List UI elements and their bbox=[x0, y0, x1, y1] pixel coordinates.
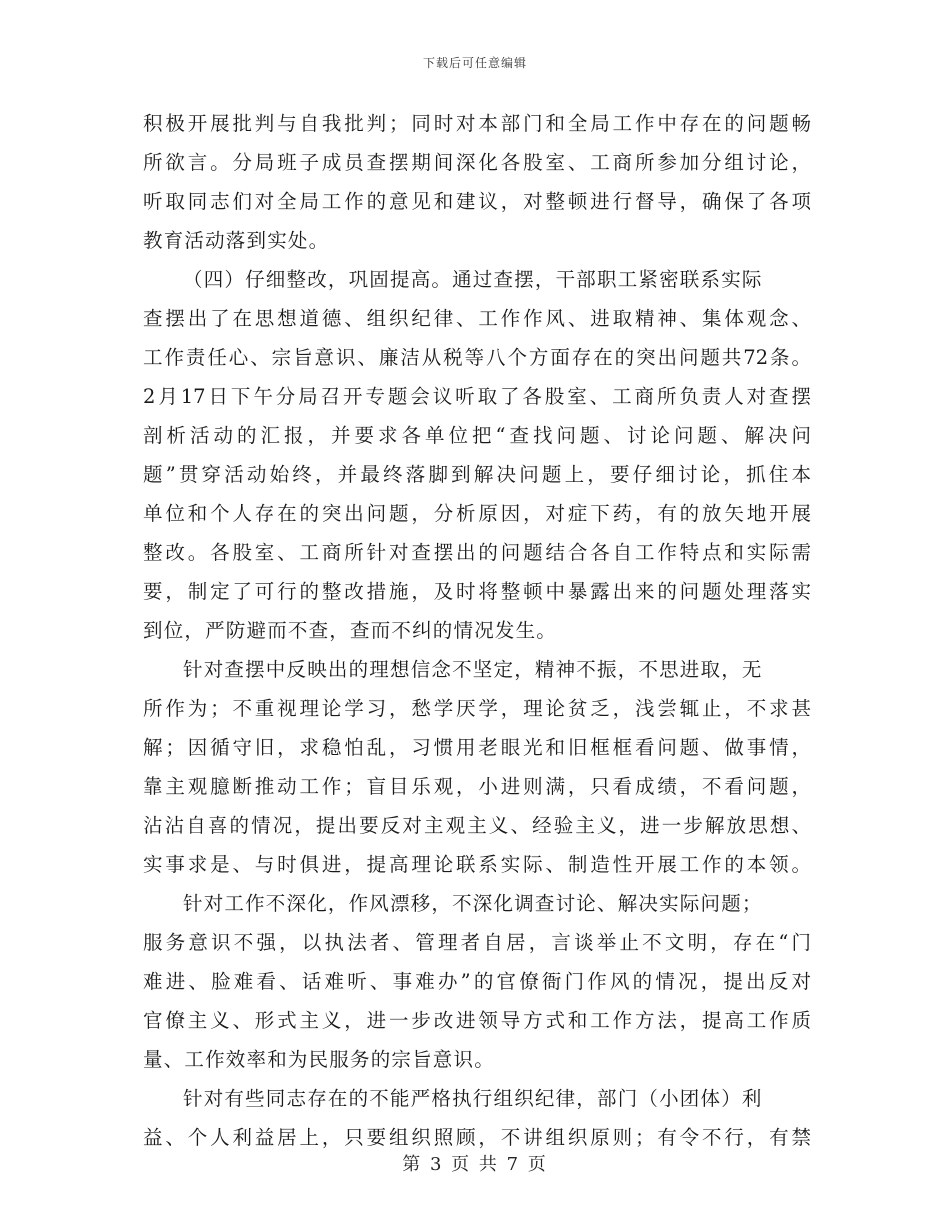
body-line: 益、个人利益居上，只要组织照顾，不讲组织原则；有令不行，有禁 bbox=[143, 1126, 811, 1149]
paragraph-start-line: 针对有些同志存在的不能严格执行组织纪律，部门（小团体）利 bbox=[183, 1087, 763, 1110]
body-line: 剖析活动的汇报，并要求各单位把“查找问题、讨论问题、解决问 bbox=[143, 424, 811, 447]
body-line: 到位，严防避而不查，查而不纠的情况发生。 bbox=[143, 619, 558, 642]
body-line: 量、工作效率和为民服务的宗旨意识。 bbox=[143, 1048, 495, 1071]
body-line: 2月17日下午分局召开专题会议听取了各股室、工商所负责人对查摆 bbox=[143, 385, 811, 408]
body-line: 题”贯穿活动始终，并最终落脚到解决问题上，要仔细讨论，抓住本 bbox=[143, 463, 811, 486]
body-line: 听取同志们对全局工作的意见和建议，对整顿进行督导，确保了各项 bbox=[143, 190, 811, 213]
body-line: 工作责任心、宗旨意识、廉洁从税等八个方面存在的突出问题共72条。 bbox=[143, 346, 811, 369]
body-line: 靠主观臆断推动工作；盲目乐观，小进则满，只看成绩，不看问题， bbox=[143, 775, 811, 798]
body-line: 教育活动落到实处。 bbox=[143, 229, 330, 252]
body-line: 服务意识不强，以执法者、管理者自居，言谈举止不文明，存在“门 bbox=[143, 931, 811, 954]
paragraph-start-line: 针对工作不深化，作风漂移，不深化调查讨论、解决实际问题； bbox=[183, 892, 763, 915]
paragraph-start-line: （四）仔细整改，巩固提高。通过查摆，干部职工紧密联系实际 bbox=[183, 268, 763, 291]
body-line: 所作为；不重视理论学习，愁学厌学，理论贫乏，浅尝辄止，不求甚 bbox=[143, 697, 811, 720]
body-line: 实事求是、与时俱进，提高理论联系实际、制造性开展工作的本领。 bbox=[143, 853, 811, 876]
body-line: 沾沾自喜的情况，提出要反对主观主义、经验主义，进一步解放思想、 bbox=[143, 814, 811, 837]
document-body bbox=[143, 104, 811, 1157]
body-line: 要，制定了可行的整改措施，及时将整顿中暴露出来的问题处理落实 bbox=[143, 580, 811, 603]
body-line: 整改。各股室、工商所针对查摆出的问题结合各自工作特点和实际需 bbox=[143, 541, 811, 564]
body-line: 单位和个人存在的突出问题，分析原因，对症下药，有的放矢地开展 bbox=[143, 502, 811, 525]
body-line: 难进、脸难看、话难听、事难办”的官僚衙门作风的情况，提出反对 bbox=[143, 970, 811, 993]
paragraph-start-line: 针对查摆中反映出的理想信念不坚定，精神不振，不思进取，无 bbox=[183, 658, 763, 681]
page-number: 第 3 页 共 7 页 bbox=[402, 1154, 548, 1175]
body-line: 所欲言。分局班子成员查摆期间深化各股室、工商所参加分组讨论， bbox=[143, 151, 811, 174]
page-header: 下载后可任意编辑 bbox=[422, 56, 527, 70]
body-line: 官僚主义、形式主义，进一步改进领导方式和工作方法，提高工作质 bbox=[143, 1009, 811, 1032]
body-line: 解；因循守旧，求稳怕乱，习惯用老眼光和旧框框看问题、做事情， bbox=[143, 736, 811, 759]
body-line: 积极开展批判与自我批判；同时对本部门和全局工作中存在的问题畅 bbox=[143, 112, 811, 135]
body-line: 查摆出了在思想道德、组织纪律、工作作风、进取精神、集体观念、 bbox=[143, 307, 811, 330]
